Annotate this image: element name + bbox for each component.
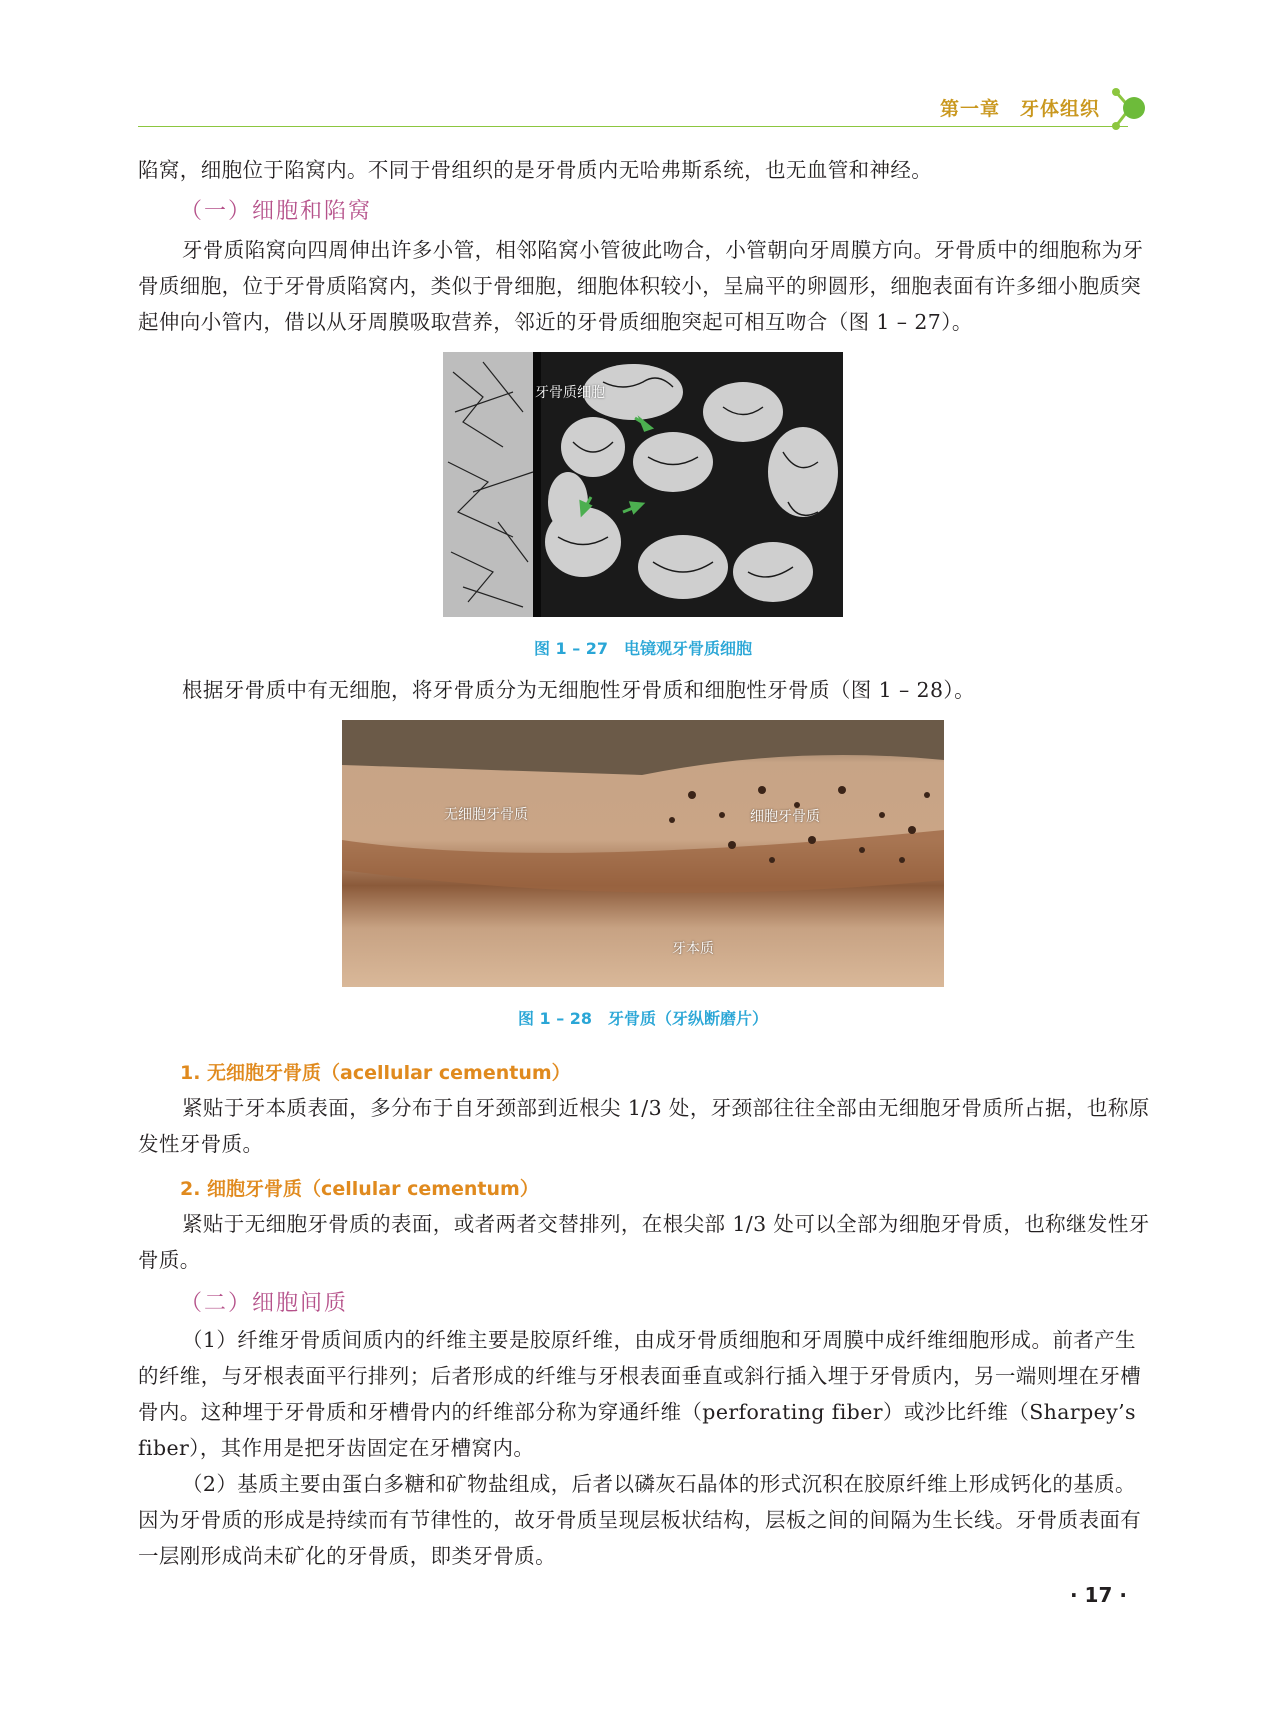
header-rule xyxy=(138,126,1128,127)
paragraph-cellular: 紧贴于无细胞牙骨质的表面，或者两者交替排列，在根尖部 1/3 处可以全部为细胞牙骨质，也称继发性牙骨质。 xyxy=(138,1212,1150,1272)
micrograph-image xyxy=(443,352,843,617)
label-dentin: 牙本质 xyxy=(672,941,714,957)
subsection-title-cellular: 2. 细胞牙骨质（cellular cementum） xyxy=(180,1178,539,1200)
paragraph-fibers: （1）纤维牙骨质间质内的纤维主要是胶原纤维，由成牙骨质细胞和牙周膜中成纤维细胞形成。前者产生的纤维，与牙根表面平行排列；后者形成的纤维与牙根表面垂直或斜行插入埋于牙骨质内，另一端则埋在牙槽骨内。这种埋于牙骨质和牙槽骨内的纤维部分称为穿通纤维（perforating fiber）或沙比纤维（Sharpey’s fiber），其作用是把牙齿固定在牙槽窝内。 xyxy=(138,1328,1142,1460)
label-acellular-cementum: 无细胞牙骨质 xyxy=(444,807,528,823)
ground-section-image xyxy=(342,720,944,987)
section-title-cells: （一）细胞和陷窝 xyxy=(180,199,373,224)
label-cementocyte: 牙骨质细胞 xyxy=(535,385,605,401)
caption-fig-1-28: 图 1 – 28 牙骨质（牙纵断磨片） xyxy=(517,1009,769,1028)
paragraph-ground-substance: （2）基质主要由蛋白多糖和矿物盐组成，后者以磷灰石晶体的形式沉积在胶原纤维上形成钙化的基质。因为牙骨质的形成是持续而有节律性的，故牙骨质呈现层板状结构，层板之间的间隔为生长线。牙骨质表面有一层刚形成尚未矿化的牙骨质，即类牙骨质。 xyxy=(138,1472,1142,1568)
figure-cementocytes xyxy=(443,352,843,617)
paragraph-cells: 牙骨质陷窝向四周伸出许多小管，相邻陷窝小管彼此吻合，小管朝向牙周膜方向。牙骨质中的细胞称为牙骨质细胞，位于牙骨质陷窝内，类似于骨细胞，细胞体积较小，呈扁平的卵圆形，细胞表面有许多细小胞质突起伸向小管内，借以从牙周膜吸取营养，邻近的牙骨质细胞突起可相互吻合（图 1 – 27）。 xyxy=(138,238,1144,334)
chapter-header: 第一章 牙体组织 xyxy=(940,98,1101,120)
paragraph-intro: 陷窝，细胞位于陷窝内。不同于骨组织的是牙骨质内无哈弗斯系统，也无血管和神经。 xyxy=(138,158,933,182)
caption-fig-1-27: 图 1 – 27 电镜观牙骨质细胞 xyxy=(533,639,753,658)
label-cellular-cementum: 细胞牙骨质 xyxy=(750,809,820,825)
paragraph-classification: 根据牙骨质中有无细胞，将牙骨质分为无细胞性牙骨质和细胞性牙骨质（图 1 – 28）。 xyxy=(182,678,975,702)
page-number: · 17 · xyxy=(1070,1583,1127,1607)
section-title-matrix: （二）细胞间质 xyxy=(180,1291,349,1316)
subsection-title-acellular: 1. 无细胞牙骨质（acellular cementum） xyxy=(180,1062,571,1084)
molecule-icon xyxy=(1110,84,1170,136)
figure-cementum-section xyxy=(342,720,944,987)
paragraph-acellular: 紧贴于牙本质表面，多分布于自牙颈部到近根尖 1/3 处，牙颈部往往全部由无细胞牙骨质所占据，也称原发性牙骨质。 xyxy=(138,1096,1150,1156)
